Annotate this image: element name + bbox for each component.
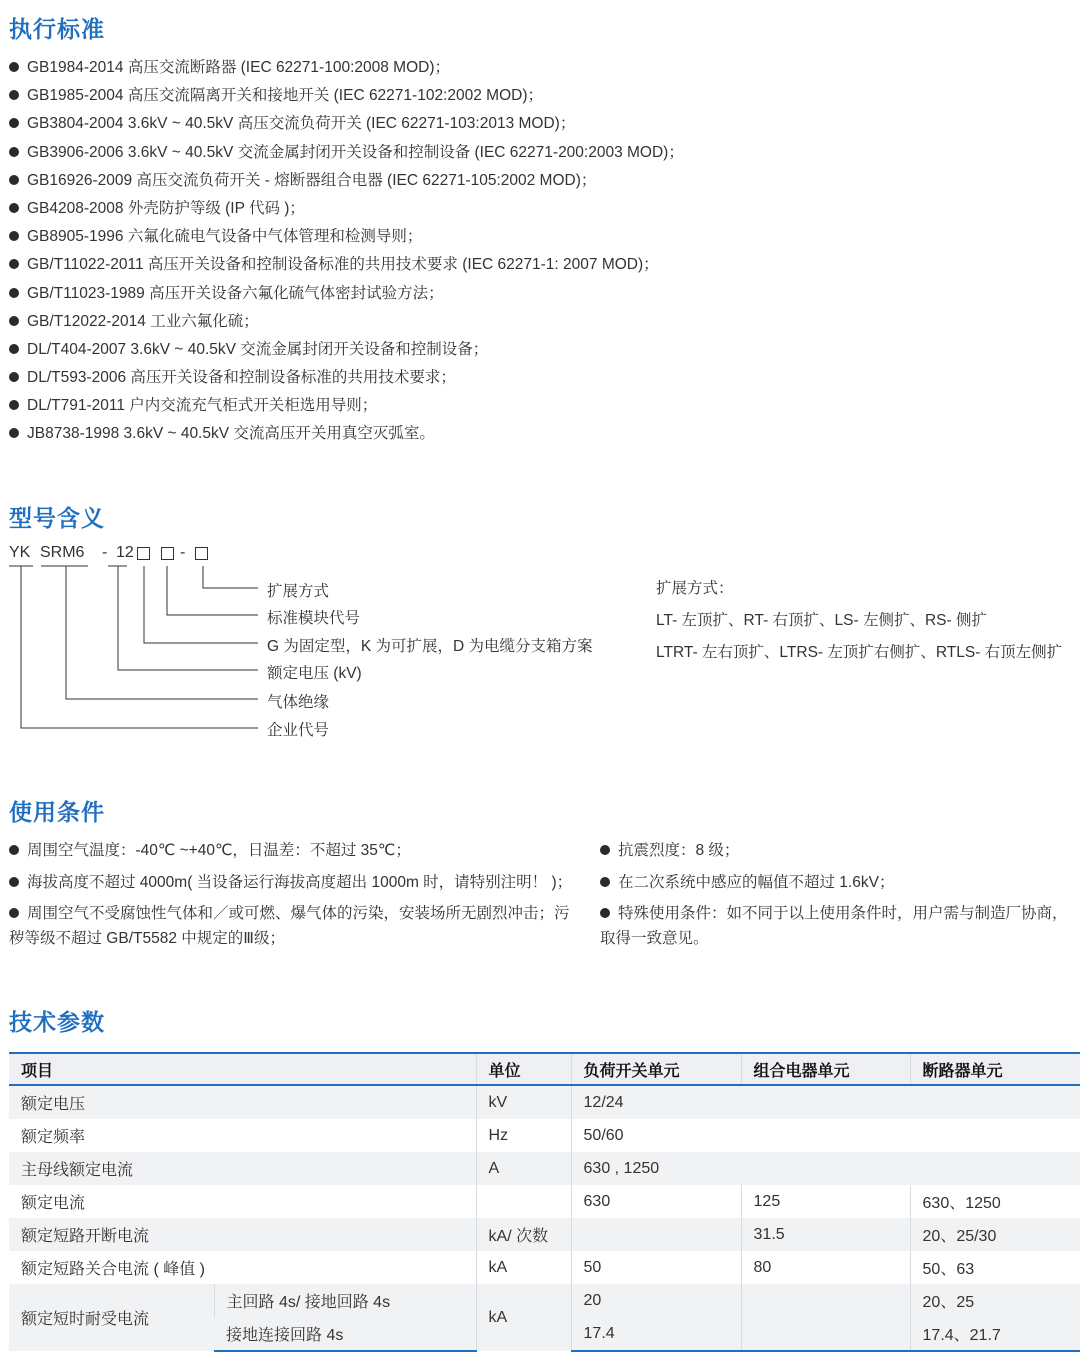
- condition-item: 海拔高度不超过 4000m( 当设备运行海拔高度超出 1000m 时，请特别注明！ )；: [9, 870, 589, 895]
- label-company-code: 企业代号: [267, 722, 330, 739]
- bullet-icon: [9, 877, 19, 887]
- table-row: 额定短时耐受电流 主回路 4s/ 接地回路 4s kA 20 20、25: [9, 1284, 1080, 1317]
- code-company: YK: [9, 544, 31, 561]
- extension-line2: LTRT- 左右顶扩、LTRS- 左顶扩右侧扩、RTLS- 右顶左侧扩: [656, 644, 1063, 661]
- table-row: 额定频率 Hz 50/60: [9, 1119, 1080, 1152]
- table-row: 额定电压 kV 12/24: [9, 1085, 1080, 1119]
- list-item: GB/T11023-1989 高压开关设备六氟化硫气体密封试验方法；: [9, 280, 684, 308]
- table-row: 额定短路开断电流 kA/ 次数 31.5 20、25/30: [9, 1218, 1080, 1251]
- code-dash: -: [180, 544, 186, 561]
- condition-item: 周围空气不受腐蚀性气体和／或可燃、爆气体的污染，安装场所无剧烈冲击；污秽等级不超过 GB/T5582 中规定的Ⅲ级；: [9, 905, 570, 947]
- list-item: DL/T593-2006 高压开关设备和控制设备标准的共用技术要求；: [9, 364, 684, 392]
- header-unit: 单位: [476, 1053, 571, 1085]
- table-row: 额定电流 630 125 630、1250: [9, 1185, 1080, 1218]
- condition-item: 在二次系统中感应的幅值不超过 1.6kV；: [600, 870, 1078, 895]
- section-title-params: 技术参数: [9, 1009, 105, 1035]
- condition-item: 特殊使用条件：如不同于以上使用条件时，用户需与制造厂协商，取得一致意见。: [600, 905, 1068, 947]
- header-breaker: 断路器单元: [910, 1053, 1080, 1085]
- code-series: SRM6: [40, 544, 85, 561]
- list-item: GB4208-2008 外壳防护等级 (IP 代码 )；: [9, 195, 684, 223]
- label-type: G 为固定型，K 为可扩展，D 为电缆分支箱方案: [267, 638, 593, 655]
- header-item: 项目: [9, 1053, 476, 1085]
- bullet-icon: [9, 845, 19, 855]
- list-item: GB3804-2004 3.6kV ~ 40.5kV 高压交流负荷开关 (IEC 62271-103:2013 MOD)；: [9, 110, 684, 138]
- section-title-standards: 执行标准: [9, 16, 105, 42]
- list-item: DL/T404-2007 3.6kV ~ 40.5kV 交流金属封闭开关设备和控制设备；: [9, 336, 684, 364]
- list-item: GB3906-2006 3.6kV ~ 40.5kV 交流金属封闭开关设备和控制设备 (IEC 62271-200:2003 MOD)；: [9, 139, 684, 167]
- label-voltage: 额定电压 (kV): [267, 665, 362, 682]
- table-header-row: [9, 1053, 1080, 1085]
- extension-title: 扩展方式：: [656, 580, 734, 597]
- code-voltage: 12: [116, 544, 134, 561]
- bullet-icon: [600, 845, 610, 855]
- list-item: GB/T12022-2014 工业六氟化硫；: [9, 308, 684, 336]
- header-load-switch: 负荷开关单元: [571, 1053, 741, 1085]
- bullet-icon: [600, 877, 610, 887]
- label-module: 标准模块代号: [267, 610, 361, 627]
- label-extension: 扩展方式: [267, 583, 330, 600]
- condition-item: 抗震烈度：8 级；: [600, 838, 1078, 863]
- table-row: 主母线额定电流 A 630 , 1250: [9, 1152, 1080, 1185]
- list-item: GB16926-2009 高压交流负荷开关 - 熔断器组合电器 (IEC 62271-105:2002 MOD)；: [9, 167, 684, 195]
- params-table: [9, 1052, 1080, 1352]
- list-item: DL/T791-2011 户内交流充气柜式开关柜选用导则；: [9, 392, 684, 420]
- list-item: GB/T11022-2011 高压开关设备和控制设备标准的共用技术要求 (IEC 62271-1: 2007 MOD)；: [9, 251, 684, 279]
- list-item: GB1984-2014 高压交流断路器 (IEC 62271-100:2008 MOD)；: [9, 54, 684, 82]
- list-item: GB1985-2004 高压交流隔离开关和接地开关 (IEC 62271-102:2002 MOD)；: [9, 82, 684, 110]
- bullet-icon: [600, 908, 610, 918]
- section-title-conditions: 使用条件: [9, 799, 105, 825]
- header-combination: 组合电器单元: [741, 1053, 910, 1085]
- condition-item: 周围空气温度：-40℃ ~+40℃，日温差：不超过 35℃；: [9, 838, 589, 863]
- label-gas-insulation: 气体绝缘: [267, 694, 330, 711]
- code-dash: -: [102, 544, 108, 561]
- list-item: GB8905-1996 六氟化硫电气设备中气体管理和检测导则；: [9, 223, 684, 251]
- extension-line1: LT- 左顶扩、RT- 右顶扩、LS- 左侧扩、RS- 侧扩: [656, 612, 987, 629]
- list-item: JB8738-1998 3.6kV ~ 40.5kV 交流高压开关用真空灭弧室。: [9, 420, 684, 448]
- section-title-model: 型号含义: [9, 505, 105, 531]
- table-row: 接地连接回路 4s 17.4 17.4、21.7: [9, 1317, 1080, 1351]
- table-row: 额定短路关合电流 ( 峰值 ) kA 50 80 50、63: [9, 1251, 1080, 1284]
- bullet-icon: [9, 908, 19, 918]
